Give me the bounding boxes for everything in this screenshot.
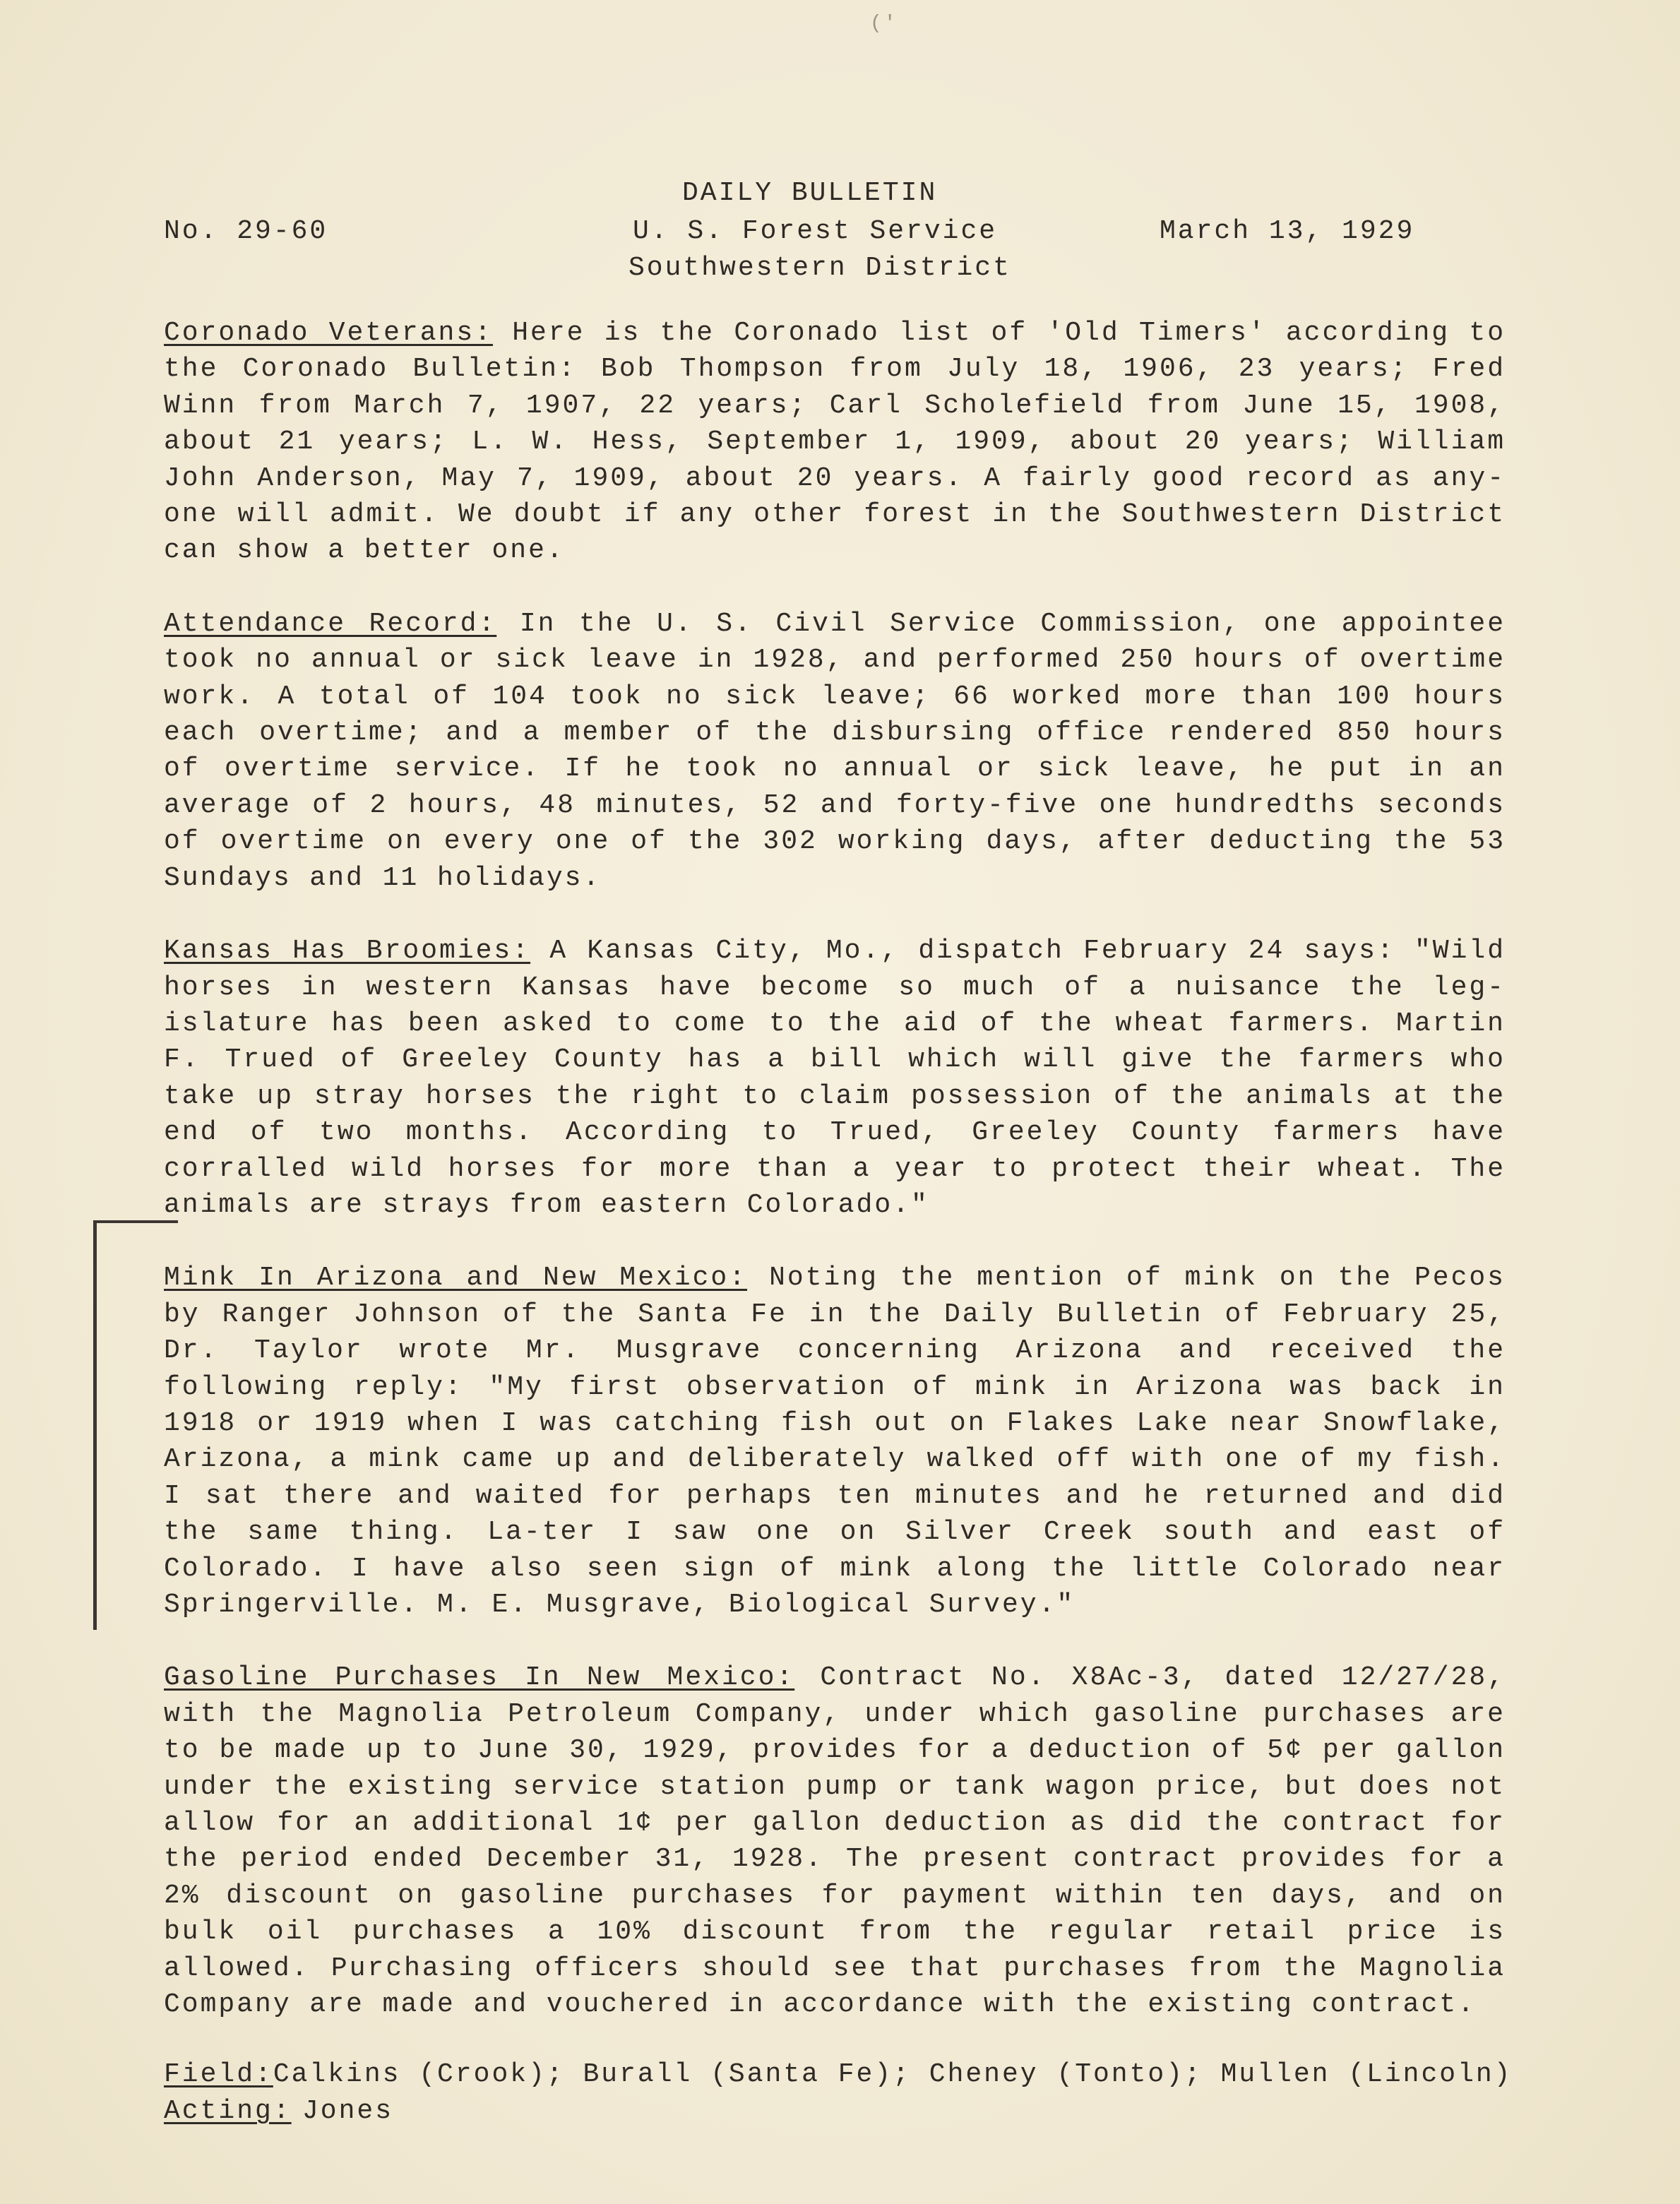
article-heading: Mink In Arizona and New Mexico: <box>164 1263 748 1294</box>
field-label: Field: <box>164 2059 273 2090</box>
margin-bracket-mark <box>93 1220 178 1630</box>
article-text: Noting the mention of mink on the Pecos by Ranger Johnson of the Santa Fe in the Daily Bulletin of February 25, Dr. Taylor wrote Mr. Musgrave concerning Arizona and received the following reply: "My first observation of mink in Arizona was back in 1918 or 1919 when I was catching fish out on Flakes Lake near Snowflake, Arizona, a mink came up and deliberately walked off with one of my fish. I sat there and waited for perhaps ten minutes and he returned and did the same thing. La-ter I saw one on Silver Creek south and east of Colorado. I have also seen sign of mink along the little Colorado near Springerville. M. E. Musgrave, Biological Survey." <box>164 1263 1506 1620</box>
article-text: Contract No. X8Ac-3, dated 12/27/28, with the Magnolia Petroleum Company, under which gasoline purchases are to be made up to June 30, 1929, provides for a deduction of 5¢ per gallon under the existing service station pump or tank wagon price, but does not allow for an additional 1¢ per gallon deduction as did the contract for the period ended December 31, 1928. The present contract provides for a 2% discount on gasoline purchases for payment within ten days, and on bulk oil purchases a 10% discount from the regular retail price is allowed. Purchasing officers should see that purchases from the Magnolia Company are made and vouchered in accordance with the existing contract. <box>164 1662 1506 2020</box>
bulletin-header <box>0 177 1680 282</box>
agency-name: U. S. Forest Service <box>633 216 998 246</box>
article-heading: Coronado Veterans: <box>164 318 493 348</box>
district-name: Southwestern District <box>628 253 1011 283</box>
bulletin-title: DAILY BULLETIN <box>682 178 938 208</box>
article-heading: Gasoline Purchases In New Mexico: <box>164 1662 795 1693</box>
acting-label: Acting: <box>164 2095 292 2126</box>
acting-value: Jones <box>302 2095 394 2126</box>
stamp-mark: (' <box>870 13 898 35</box>
article-heading: Attendance Record: <box>164 608 497 639</box>
article-mink-arizona <box>164 1260 1506 1623</box>
article-text: In the U. S. Civil Service Commission, one appointee took no annual or sick leave in 1928, and performed 250 hours of overtime work. A total of 104 took no sick leave; 66 worked more than 100 hours each overtime; and a member of the disbursing office rendered 850 hours of overtime service. If he took no annual or sick leave, he put in an average of 2 hours, 48 minutes, 52 and forty-five one hundredths seconds of overtime on every one of the 302 working days, after deducting the 53 Sundays and 11 holidays. <box>164 608 1506 893</box>
article-text: Here is the Coronado list of 'Old Timers' according to the Coronado Bulletin: Bob Thompson from July 18, 1906, 23 years; Fred Winn from March 7, 1907, 22 years; Carl Scholefield from June 15, 1908, about 21 years; L. W. Hess, September 1, 1909, about 20 years; William John Anderson, May 7, 1909, about 20 years. A fairly good record as any-one will admit. We doubt if any other forest in the Southwestern District can show a better one. <box>164 318 1506 566</box>
bulletin-number: No. 29-60 <box>164 216 328 246</box>
field-value: Calkins (Crook); Burall (Santa Fe); Cheney (Tonto); Mullen (Lincoln) <box>273 2059 1513 2090</box>
article-coronado-veterans <box>164 315 1506 569</box>
field-row <box>164 2056 1513 2092</box>
bulletin-date: March 13, 1929 <box>1160 216 1415 246</box>
bulletin-footer <box>164 2056 1513 2129</box>
article-kansas-broomies <box>164 933 1506 1223</box>
article-attendance-record <box>164 606 1506 896</box>
article-gasoline-purchases <box>164 1660 1506 2023</box>
bulletin-body <box>164 315 1513 2129</box>
article-text: A Kansas City, Mo., dispatch February 24 says: "Wild horses in western Kansas have become so much of a nuisance the leg-islature has been asked to come to the aid of the wheat farmers. Martin F. Trued of Greeley County has a bill which will give the farmers who take up stray horses the right to claim possession of the animals at the end of two months. According to Trued, Greeley County farmers have corralled wild horses for more than a year to protect their wheat. The animals are strays from eastern Colorado." <box>164 936 1506 1220</box>
acting-row <box>164 2093 1506 2129</box>
article-heading: Kansas Has Broomies: <box>164 936 531 967</box>
